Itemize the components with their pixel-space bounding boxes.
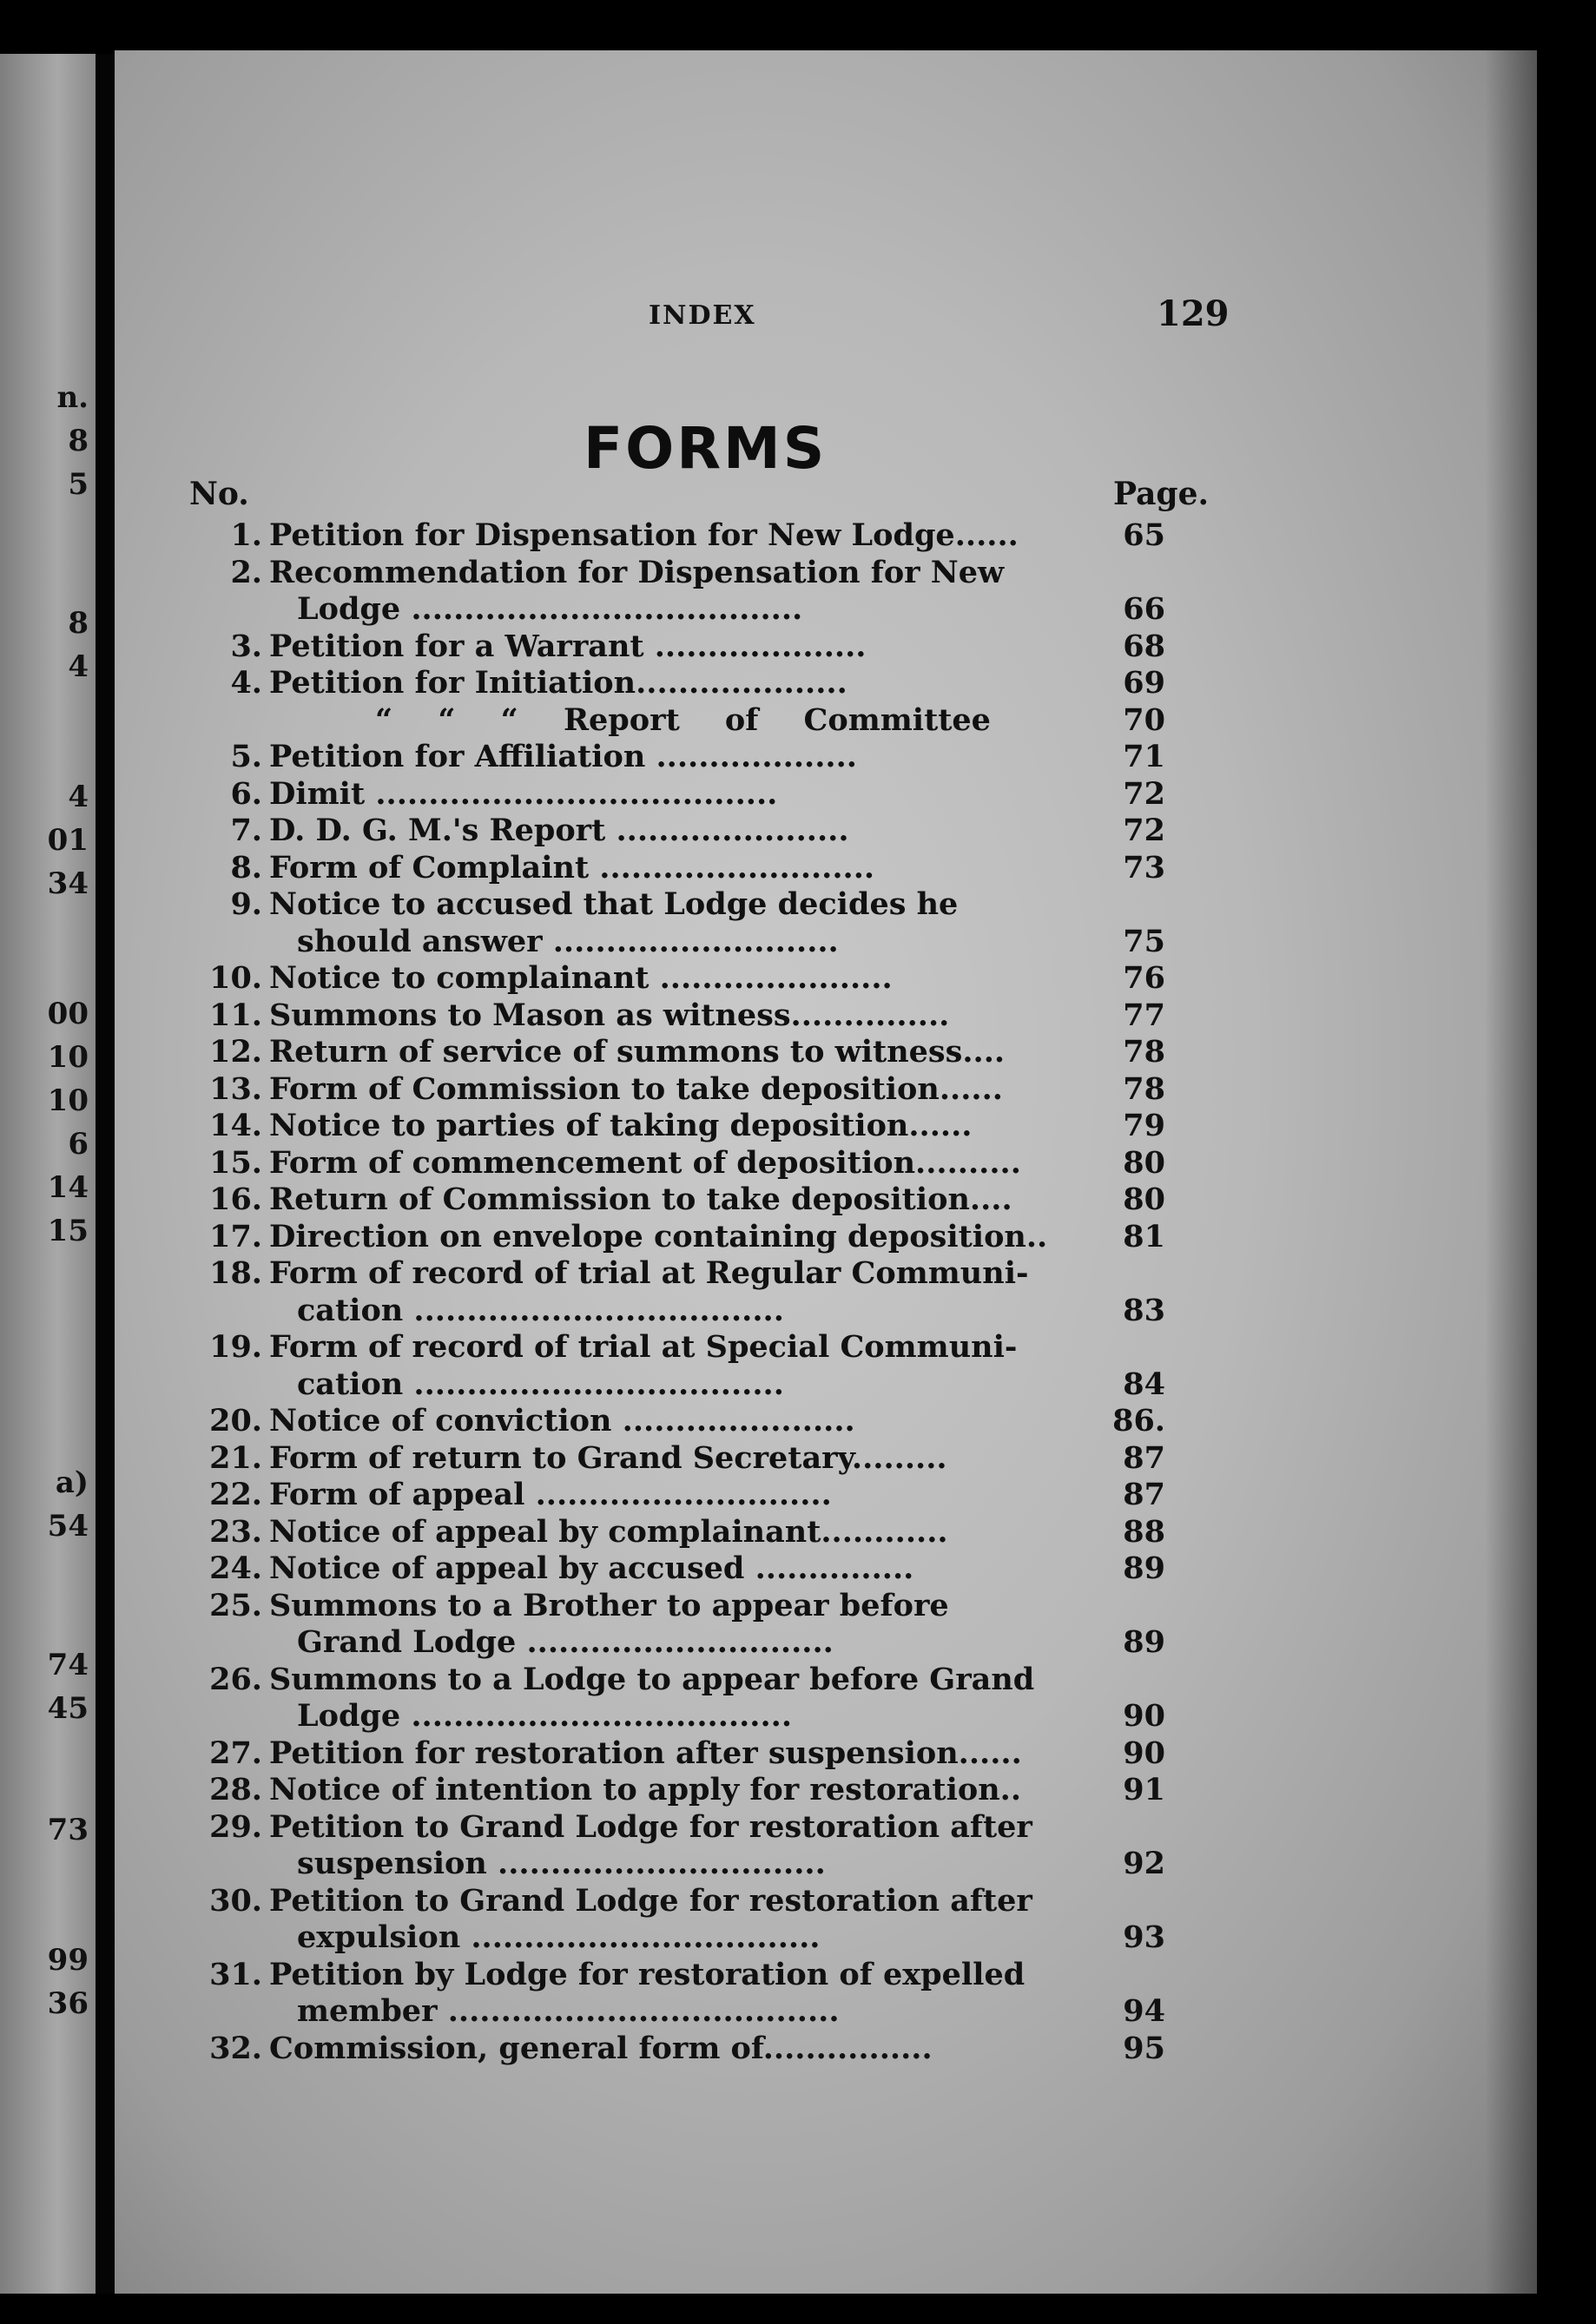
forms-index-list — [175, 517, 1165, 2067]
index-entry — [175, 1735, 1165, 1773]
entry-number: 11. — [209, 997, 262, 1033]
index-entry — [175, 1403, 1165, 1440]
entry-title: Notice of conviction ...................... — [269, 1403, 855, 1439]
facing-page-number-fragment: 4 — [68, 780, 89, 814]
facing-page-number-fragment: 6 — [68, 1127, 89, 1162]
index-entry — [175, 1883, 1165, 1957]
entry-page-number: 87 — [1123, 1439, 1165, 1476]
entry-page-number: 72 — [1123, 813, 1165, 848]
facing-page-number-fragment: 74 — [47, 1648, 89, 1682]
entry-number: 6. — [230, 775, 262, 812]
index-entry — [175, 1219, 1165, 1256]
index-page — [115, 50, 1537, 2294]
index-entry — [175, 739, 1165, 776]
entry-number: 26. — [209, 1661, 262, 1697]
entry-number: 21. — [209, 1439, 262, 1476]
entry-title-continuation: member ..................................... — [297, 1993, 840, 2029]
facing-page-number-fragment: 8 — [68, 606, 89, 641]
entry-title-continuation: Lodge ..................................... — [297, 591, 803, 627]
index-entry — [175, 1440, 1165, 1478]
entry-number: 16. — [209, 1182, 262, 1217]
entry-title: Form of Commission to take deposition...... — [269, 1070, 1003, 1107]
entry-title: Petition by Lodge for restoration of expelled — [269, 1956, 1026, 1992]
entry-title: Form of commencement of deposition.......... — [269, 1144, 1021, 1181]
index-entry — [175, 886, 1165, 960]
index-entry — [175, 517, 1165, 555]
facing-page-number-fragment: 10 — [47, 1040, 89, 1075]
entry-title-continuation: Grand Lodge ............................. — [297, 1624, 834, 1660]
entry-page-number: 88 — [1123, 1513, 1165, 1550]
facing-page-number-fragment: 8 — [68, 424, 89, 458]
entry-number: 15. — [209, 1144, 262, 1181]
index-entry — [175, 1145, 1165, 1182]
entry-title-continuation: cation ................................... — [297, 1292, 784, 1328]
index-entry — [175, 1477, 1165, 1514]
entry-page-number: 77 — [1123, 997, 1165, 1033]
column-header-page: Page. — [1113, 476, 1210, 512]
entry-number: 31. — [209, 1956, 262, 1992]
entry-number: 19. — [209, 1329, 262, 1365]
facing-page-number-fragment: 36 — [47, 1986, 89, 2021]
entry-page-number: 95 — [1123, 2030, 1165, 2066]
entry-number: 13. — [209, 1070, 262, 1107]
entry-title-continuation: Lodge .................................... — [297, 1698, 793, 1734]
entry-number: 30. — [209, 1882, 262, 1919]
facing-page-number-fragment: a) — [55, 1465, 89, 1500]
entry-page-number: 89 — [1123, 1624, 1165, 1660]
index-entry — [175, 1034, 1165, 1071]
entry-title: Petition for a Warrant .................... — [269, 628, 867, 664]
entry-page-number: 93 — [1123, 1919, 1165, 1955]
entry-title: Summons to a Brother to appear before — [269, 1587, 949, 1623]
facing-page-number-fragment: 00 — [47, 997, 89, 1031]
entry-number: 7. — [230, 813, 262, 848]
entry-title: Petition for Affiliation ................... — [269, 739, 857, 774]
entry-number: 28. — [209, 1772, 262, 1807]
entry-title: Summons to Mason as witness............... — [269, 997, 950, 1033]
entry-page-number: 78 — [1123, 1070, 1165, 1107]
page-number: 129 — [1157, 293, 1230, 334]
entry-title: Notice to accused that Lodge decides he — [269, 886, 959, 922]
index-entry — [175, 665, 1165, 702]
index-entry — [175, 1772, 1165, 1809]
entry-number: 24. — [209, 1550, 262, 1586]
entry-title: Return of Commission to take deposition.... — [269, 1182, 1012, 1217]
entry-title: Notice of appeal by accused ............... — [269, 1550, 914, 1586]
index-entry — [175, 1550, 1165, 1588]
entry-page-number: 76 — [1123, 960, 1165, 996]
entry-page-number: 72 — [1123, 775, 1165, 812]
entry-page-number: 84 — [1123, 1366, 1165, 1402]
facing-page-number-fragment: n. — [56, 380, 89, 415]
entry-page-number: 79 — [1123, 1108, 1165, 1143]
entry-title: Petition for Dispensation for New Lodge...... — [269, 517, 1019, 553]
entry-title: Notice to parties of taking deposition...... — [269, 1108, 973, 1143]
facing-page-number-fragment: 45 — [47, 1691, 89, 1726]
facing-page-number-fragment: 14 — [47, 1170, 89, 1205]
index-entry — [175, 813, 1165, 850]
entry-page-number: 90 — [1123, 1735, 1165, 1771]
column-header-number: No. — [189, 476, 249, 512]
entry-title: Form of Complaint .......................... — [269, 849, 875, 885]
entry-number: 20. — [209, 1403, 262, 1439]
entry-title: Recommendation for Dispensation for New — [269, 554, 1005, 590]
entry-number: 32. — [209, 2030, 262, 2066]
facing-page-number-fragment: 01 — [47, 823, 89, 858]
entry-title: Form of return to Grand Secretary......... — [269, 1439, 947, 1476]
index-entry — [175, 1255, 1165, 1329]
entry-title: Petition for Initiation.................... — [269, 665, 847, 701]
entry-title: Petition to Grand Lodge for restoration after — [269, 1808, 1032, 1845]
entry-number: 25. — [209, 1587, 262, 1623]
entry-number: 5. — [230, 739, 262, 774]
entry-number: 1. — [230, 517, 262, 553]
entry-page-number: 81 — [1123, 1218, 1165, 1254]
facing-page-edge — [0, 54, 96, 2294]
entry-title: Return of service of summons to witness.... — [269, 1034, 1006, 1070]
index-entry — [175, 1957, 1165, 2031]
entry-page-number: 90 — [1123, 1698, 1165, 1734]
index-entry — [175, 997, 1165, 1035]
entry-page-number: 70 — [1123, 701, 1165, 738]
running-head: INDEX — [649, 300, 756, 331]
entry-title-continuation: suspension ............................... — [297, 1846, 826, 1881]
entry-title-continuation: should answer ........................... — [297, 923, 839, 959]
index-entry — [175, 960, 1165, 997]
facing-page-number-fragment: 15 — [47, 1214, 89, 1248]
entry-page-number: 91 — [1123, 1772, 1165, 1807]
entry-title: D. D. G. M.'s Report ...................... — [269, 813, 849, 848]
index-entry — [175, 1514, 1165, 1551]
index-entry — [175, 1071, 1165, 1109]
index-entry — [175, 1809, 1165, 1883]
entry-number: 9. — [230, 886, 262, 922]
facing-page-number-fragment: 5 — [68, 467, 89, 502]
facing-page-number-fragment: 4 — [68, 649, 89, 684]
entry-page-number: 83 — [1123, 1292, 1165, 1328]
entry-number: 27. — [209, 1735, 262, 1771]
entry-title: Petition to Grand Lodge for restoration after — [269, 1882, 1032, 1919]
entry-title: “ “ “ Report of Committee — [375, 701, 991, 738]
entry-number: 29. — [209, 1808, 262, 1845]
index-entry — [175, 1662, 1165, 1735]
index-entry — [175, 1588, 1165, 1662]
index-entry — [175, 1329, 1165, 1403]
entry-title: Petition for restoration after suspension...... — [269, 1735, 1022, 1771]
entry-number: 2. — [230, 554, 262, 590]
facing-page-number-fragment: 34 — [47, 866, 89, 901]
index-entry — [175, 1182, 1165, 1219]
index-entry — [175, 776, 1165, 813]
section-heading: FORMS — [584, 415, 828, 482]
entry-title-continuation: cation ................................... — [297, 1366, 784, 1402]
page-edge-shadow — [1485, 50, 1537, 2294]
entry-page-number: 69 — [1123, 665, 1165, 701]
entry-title: Commission, general form of................ — [269, 2030, 933, 2066]
index-entry — [175, 555, 1165, 629]
entry-page-number: 89 — [1123, 1550, 1165, 1586]
entry-page-number: 75 — [1123, 923, 1165, 959]
entry-page-number: 87 — [1123, 1477, 1165, 1512]
facing-page-number-fragment: 10 — [47, 1083, 89, 1118]
entry-page-number: 73 — [1123, 849, 1165, 885]
entry-page-number: 86. — [1112, 1403, 1165, 1439]
entry-page-number: 94 — [1123, 1993, 1165, 2029]
book-gutter — [96, 54, 115, 2294]
entry-title: Notice to complainant ...................... — [269, 960, 893, 996]
facing-page-number-fragment: 99 — [47, 1943, 89, 1978]
entry-title: Form of record of trial at Regular Communi- — [269, 1255, 1029, 1291]
entry-page-number: 68 — [1123, 628, 1165, 664]
entry-number: 23. — [209, 1513, 262, 1550]
entry-number: 8. — [230, 849, 262, 885]
entry-number: 17. — [209, 1218, 262, 1254]
entry-page-number: 78 — [1123, 1034, 1165, 1070]
index-entry — [175, 702, 1165, 740]
entry-page-number: 92 — [1123, 1846, 1165, 1881]
index-entry — [175, 629, 1165, 666]
entry-title: Direction on envelope containing deposition.. — [269, 1218, 1048, 1254]
entry-page-number: 80 — [1123, 1144, 1165, 1181]
entry-page-number: 80 — [1123, 1182, 1165, 1217]
entry-number: 12. — [209, 1034, 262, 1070]
entry-page-number: 71 — [1123, 739, 1165, 774]
entry-page-number: 65 — [1123, 517, 1165, 553]
entry-title: Notice of appeal by complainant............ — [269, 1513, 948, 1550]
entry-title: Summons to a Lodge to appear before Grand — [269, 1661, 1035, 1697]
entry-title: Form of appeal ............................ — [269, 1477, 832, 1512]
entry-number: 4. — [230, 665, 262, 701]
index-entry — [175, 1108, 1165, 1145]
entry-number: 14. — [209, 1108, 262, 1143]
facing-page-number-fragment: 73 — [47, 1813, 89, 1847]
facing-page-number-fragment: 54 — [47, 1509, 89, 1544]
entry-number: 3. — [230, 628, 262, 664]
entry-title: Dimit ...................................... — [269, 775, 778, 812]
entry-title-continuation: expulsion ................................. — [297, 1919, 821, 1955]
entry-title: Form of record of trial at Special Communi- — [269, 1329, 1018, 1365]
entry-page-number: 66 — [1123, 591, 1165, 627]
index-entry — [175, 2031, 1165, 2068]
index-entry — [175, 850, 1165, 887]
entry-number: 10. — [209, 960, 262, 996]
entry-title: Notice of intention to apply for restoration.. — [269, 1772, 1022, 1807]
entry-number: 22. — [209, 1477, 262, 1512]
entry-number: 18. — [209, 1255, 262, 1291]
